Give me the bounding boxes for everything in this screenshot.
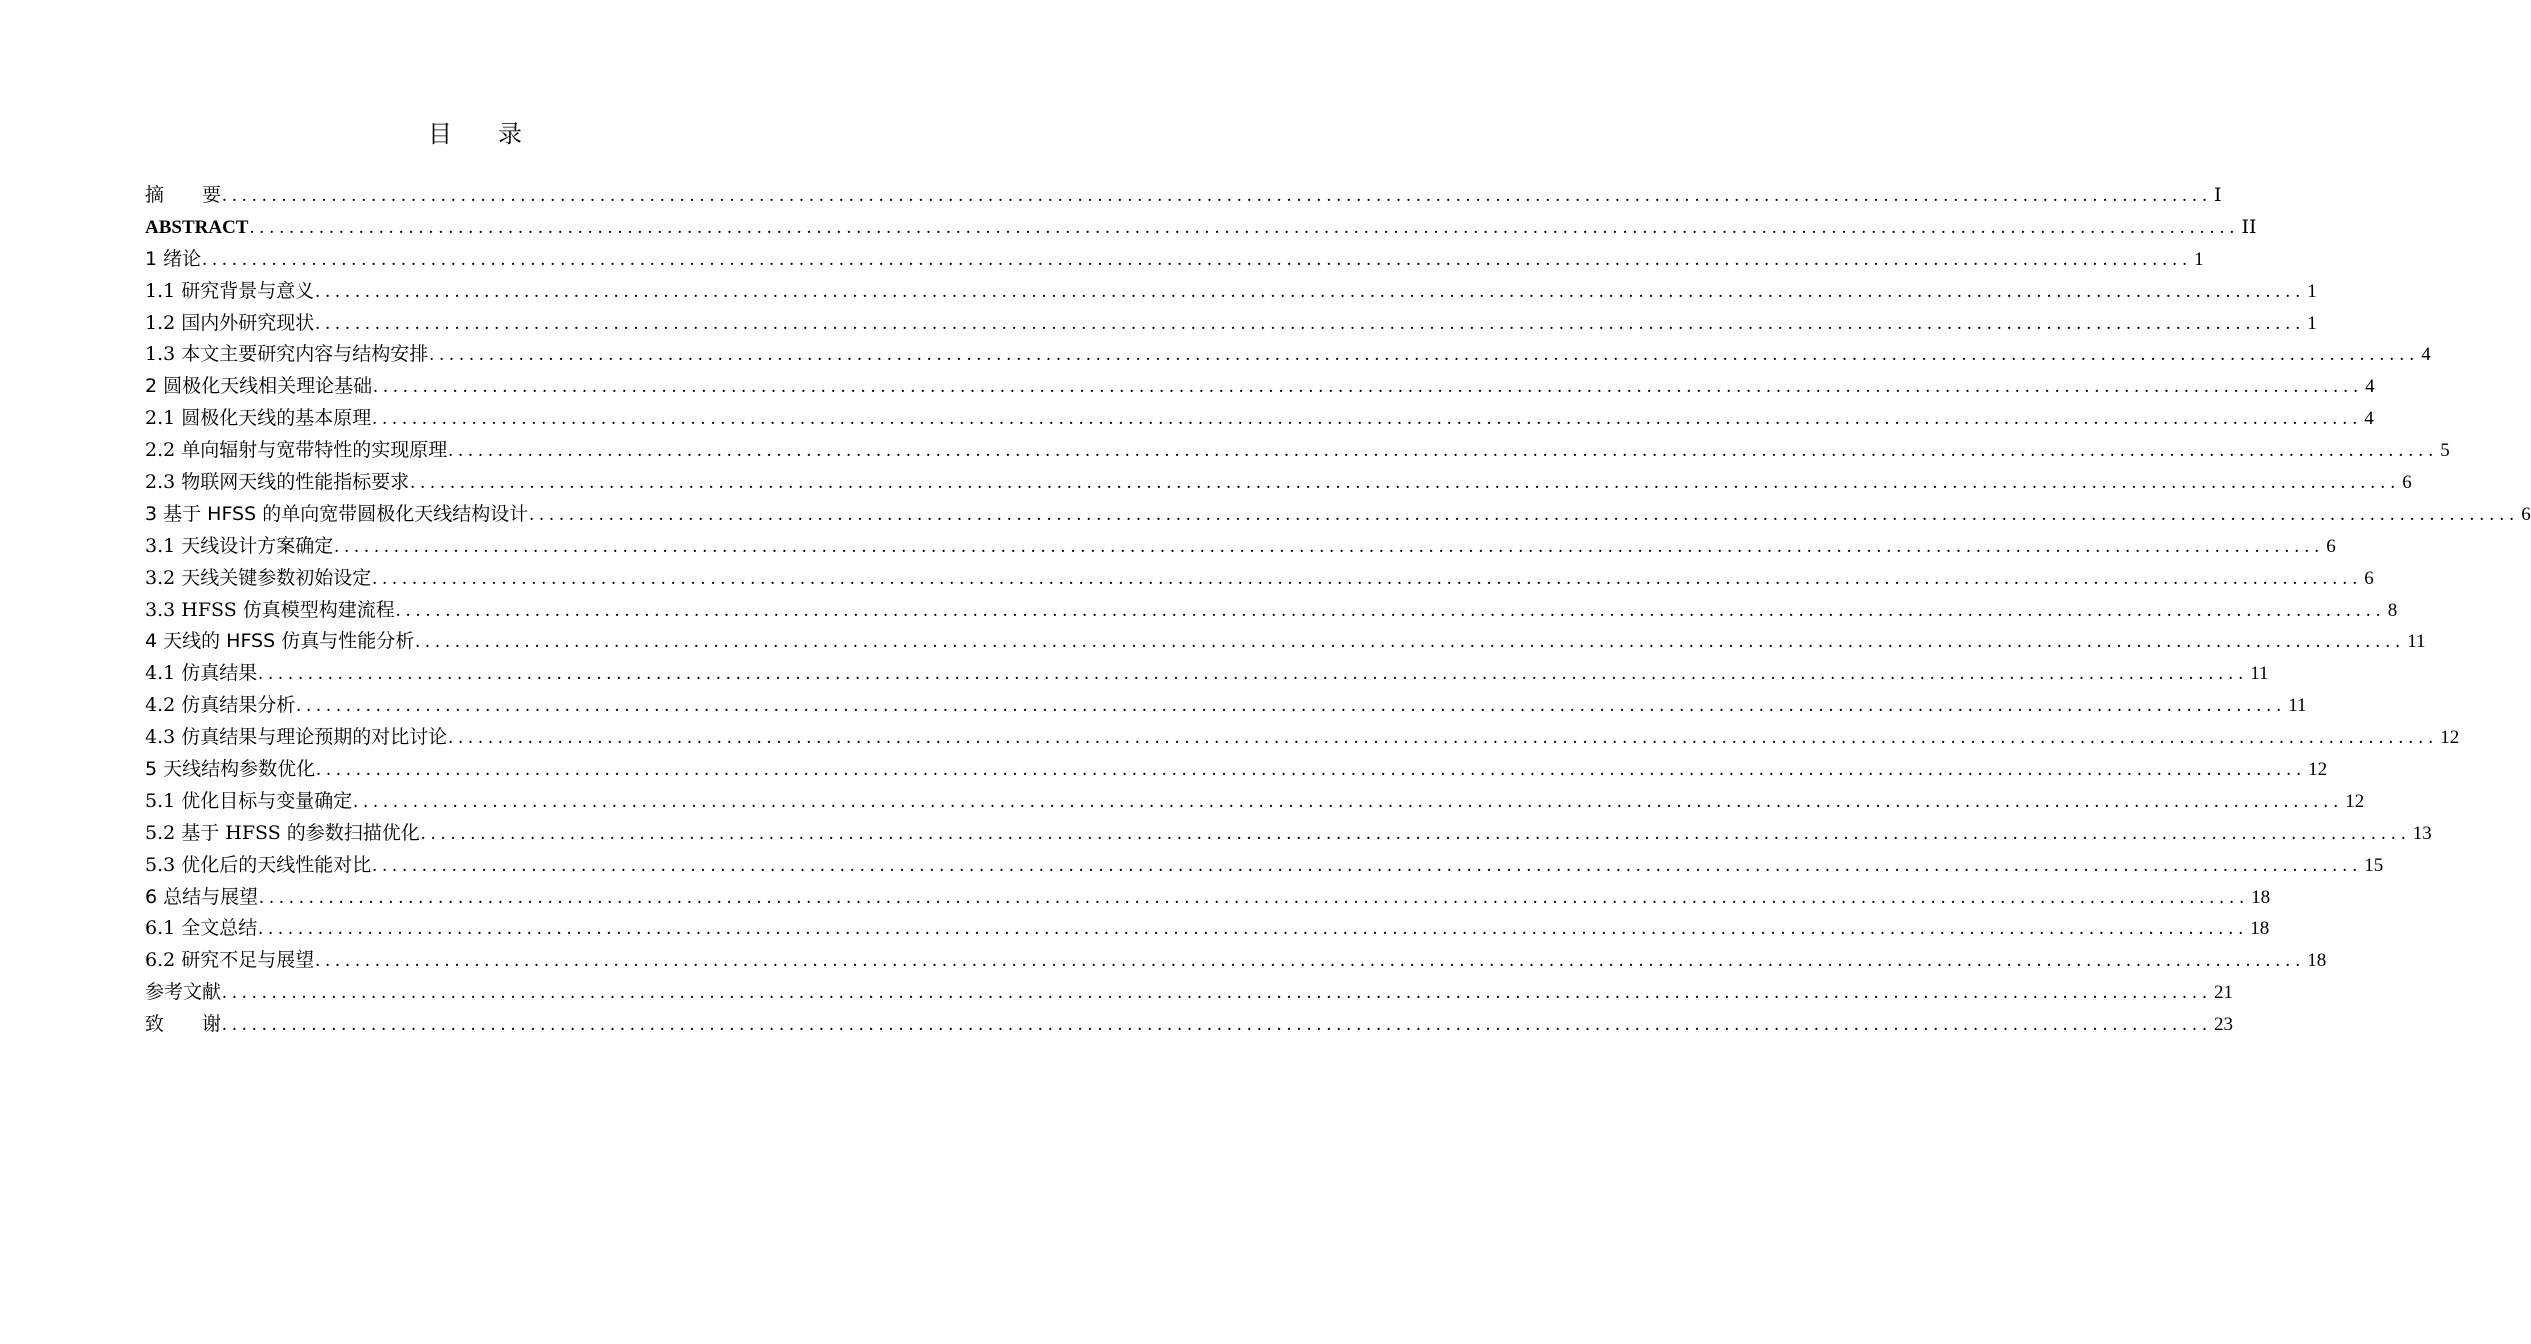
toc-dot-leader: ........................................................................................................................................................................................................: [222, 1014, 2213, 1036]
toc-dot-leader: ........................................................................................................................................................................................................: [259, 886, 2250, 908]
toc-entry-page-number: 6: [2402, 472, 2412, 494]
toc-entry-label: 5.2 基于 HFSS 的参数扫描优化: [145, 821, 420, 844]
toc-entry[interactable]: [145, 850, 2384, 882]
toc-dot-leader: ........................................................................................................................................................................................................: [258, 918, 2249, 940]
toc-dot-leader: ........................................................................................................................................................................................................: [202, 248, 2193, 270]
toc-entry-page-number: 18: [2250, 918, 2270, 940]
toc-dot-leader: ........................................................................................................................................................................................................: [372, 854, 2363, 876]
toc-entry-page-number: 12: [2308, 759, 2328, 781]
toc-entry-label: 2.2 单向辐射与宽带特性的实现原理: [145, 439, 448, 462]
toc-entry-label: 3.2 天线关键参数初始设定: [145, 566, 372, 589]
toc-dot-leader: ........................................................................................................................................................................................................: [296, 695, 2287, 717]
toc-entry-label: 4.1 仿真结果: [145, 662, 258, 685]
toc-entry-label: 6.1 全文总结: [145, 917, 258, 940]
toc-dot-leader: ........................................................................................................................................................................................................: [410, 472, 2401, 494]
toc-entry[interactable]: [145, 882, 2271, 914]
toc-entry-label: 3 基于 HFSS 的单向宽带圆极化天线结构设计: [145, 502, 529, 525]
toc-dot-leader: ........................................................................................................................................................................................................: [373, 376, 2364, 398]
toc-entry-page-number: 6: [2326, 535, 2336, 557]
toc-entry-label: 1.2 国内外研究现状: [145, 311, 315, 334]
toc-entry[interactable]: [145, 913, 2270, 945]
toc-dot-leader: ........................................................................................................................................................................................................: [315, 950, 2306, 972]
toc-entry[interactable]: [145, 212, 2257, 244]
toc-entry-page-number: 8: [2387, 599, 2398, 621]
toc-entry-page-number: 4: [2365, 376, 2375, 398]
toc-entry-page-number: II: [2241, 215, 2257, 238]
toc-dot-leader: ........................................................................................................................................................................................................: [334, 535, 2325, 557]
toc-entry-page-number: 1: [2307, 280, 2317, 302]
toc-entry[interactable]: [145, 945, 2327, 977]
toc-entry-label: 5.3 优化后的天线性能对比: [145, 853, 372, 876]
toc-entry-label: 1.3 本文主要研究内容与结构安排: [145, 343, 429, 366]
toc-entry-page-number: 4: [2364, 408, 2374, 430]
toc-entry-page-number: I: [2214, 184, 2222, 206]
toc-entry-label: 5.1 优化目标与变量确定: [145, 789, 353, 812]
toc-entry-page-number: 15: [2364, 854, 2384, 876]
toc-entry[interactable]: [145, 308, 2317, 340]
toc-entry-label: 4.2 仿真结果分析: [145, 694, 296, 717]
toc-title: [0, 116, 950, 152]
toc-entry-label: 6 总结与展望: [145, 885, 259, 908]
toc-entry-label: ABSTRACT: [145, 216, 249, 238]
toc-entry-page-number: 13: [2412, 822, 2432, 844]
toc-entry-page-number: 12: [2345, 790, 2365, 812]
toc-entry-label: 3.3 HFSS 仿真模型构建流程: [145, 598, 395, 621]
toc-entry-label: 4 天线的 HFSS 仿真与性能分析: [145, 630, 415, 653]
toc-entry-page-number: 23: [2214, 1014, 2234, 1036]
toc-entry[interactable]: [145, 595, 2398, 627]
toc-dot-leader: ........................................................................................................................................................................................................: [420, 822, 2411, 844]
toc-entry-label: 5 天线结构参数优化: [145, 758, 316, 781]
toc-entry[interactable]: [145, 722, 2460, 754]
toc-entry-label: 3.1 天线设计方案确定: [145, 534, 334, 557]
toc-entry[interactable]: [145, 658, 2269, 690]
toc-entry-label: 摘 要: [145, 184, 222, 206]
toc-dot-leader: ........................................................................................................................................................................................................: [222, 185, 2213, 206]
toc-entry-label: 2 圆极化天线相关理论基础: [145, 375, 373, 398]
toc-entry-page-number: 6: [2364, 567, 2374, 589]
toc-entry-page-number: 18: [2251, 886, 2271, 908]
toc-entry[interactable]: [145, 403, 2374, 435]
toc-entry[interactable]: [145, 1009, 2234, 1041]
toc-entry[interactable]: [145, 977, 2234, 1009]
toc-entry-label: 参考文献: [145, 981, 222, 1004]
toc-entry-page-number: 1: [2194, 248, 2204, 270]
toc-dot-leader: ........................................................................................................................................................................................................: [448, 727, 2439, 749]
toc-entry-page-number: 11: [2288, 695, 2307, 717]
toc-entry-label: 1 绪论: [145, 247, 202, 270]
toc-entry[interactable]: [145, 786, 2365, 818]
toc-dot-leader: ........................................................................................................................................................................................................: [372, 567, 2363, 589]
toc-entry[interactable]: [145, 818, 2432, 850]
toc-dot-leader: ........................................................................................................................................................................................................: [429, 344, 2420, 366]
toc-dot-leader: ........................................................................................................................................................................................................: [372, 408, 2363, 430]
toc-entry[interactable]: [145, 531, 2336, 563]
toc-dot-leader: ........................................................................................................................................................................................................: [316, 759, 2307, 781]
toc-entry-page-number: 11: [2407, 631, 2426, 653]
toc-dot-leader: ........................................................................................................................................................................................................: [415, 631, 2406, 653]
toc-entry-label: 4.3 仿真结果与理论预期的对比讨论: [145, 726, 448, 749]
toc-entry-page-number: 4: [2421, 344, 2431, 366]
toc-entry[interactable]: [145, 754, 2328, 786]
toc-entry-page-number: 11: [2250, 663, 2269, 685]
toc-dot-leader: ........................................................................................................................................................................................................: [222, 982, 2213, 1004]
toc-entry-page-number: 18: [2307, 950, 2327, 972]
toc-list: [145, 180, 2531, 1041]
toc-entry-page-number: 21: [2214, 982, 2234, 1004]
toc-entry[interactable]: [145, 276, 2317, 308]
toc-entry[interactable]: [145, 371, 2375, 403]
toc-entry[interactable]: [145, 180, 2222, 212]
toc-dot-leader: ........................................................................................................................................................................................................: [395, 599, 2386, 621]
toc-entry-page-number: 5: [2440, 440, 2450, 462]
toc-dot-leader: ........................................................................................................................................................................................................: [249, 216, 2240, 238]
toc-entry[interactable]: [145, 435, 2450, 467]
toc-dot-leader: ........................................................................................................................................................................................................: [315, 312, 2306, 334]
toc-entry-label: 1.1 研究背景与意义: [145, 279, 315, 302]
toc-entry[interactable]: [145, 563, 2374, 595]
toc-entry[interactable]: [145, 690, 2307, 722]
toc-entry-label: 致 谢: [145, 1013, 222, 1036]
toc-dot-leader: ........................................................................................................................................................................................................: [448, 440, 2439, 462]
toc-entry[interactable]: [145, 339, 2431, 371]
toc-dot-leader: ........................................................................................................................................................................................................: [353, 790, 2344, 812]
toc-entry-label: 2.3 物联网天线的性能指标要求: [145, 471, 410, 494]
toc-dot-leader: ........................................................................................................................................................................................................: [258, 663, 2249, 685]
toc-dot-leader: ........................................................................................................................................................................................................: [529, 503, 2520, 525]
toc-entry-page-number: 12: [2440, 727, 2460, 749]
toc-entry[interactable]: [145, 467, 2412, 499]
toc-entry-page-number: 6: [2521, 503, 2531, 525]
toc-entry[interactable]: [145, 244, 2204, 276]
toc-entry-label: 2.1 圆极化天线的基本原理: [145, 407, 372, 430]
toc-title-char-2: 录: [498, 120, 522, 148]
toc-entry-label: 6.2 研究不足与展望: [145, 949, 315, 972]
toc-entry[interactable]: [145, 626, 2426, 658]
toc-entry-page-number: 1: [2307, 312, 2317, 334]
toc-entry[interactable]: [145, 499, 2531, 531]
toc-title-char-1: 目: [428, 120, 452, 148]
toc-dot-leader: ........................................................................................................................................................................................................: [315, 280, 2306, 302]
